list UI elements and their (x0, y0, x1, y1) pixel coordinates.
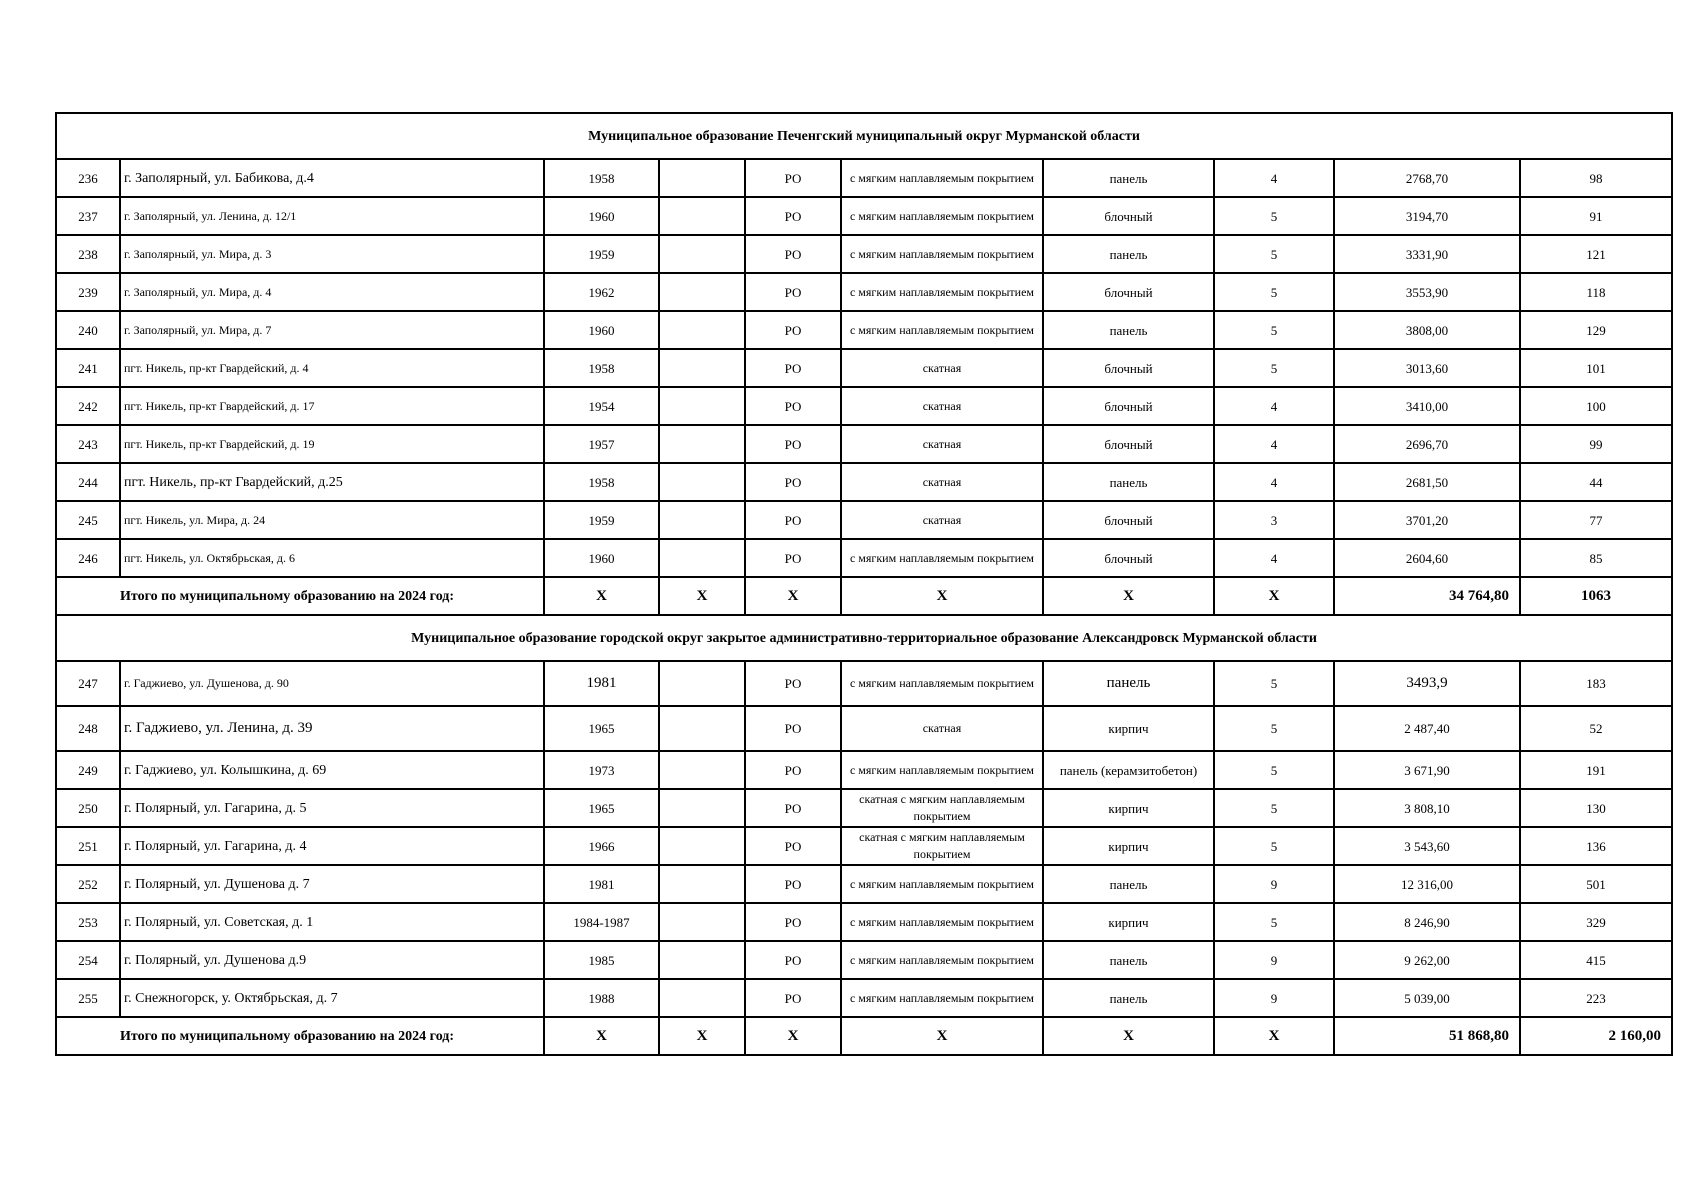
wall-material: панель (1043, 311, 1214, 349)
construction-year: 1959 (544, 501, 659, 539)
house-address: г. Полярный, ул. Душенова д.9 (120, 941, 544, 979)
fund-type: РО (745, 789, 841, 827)
extra-year (659, 235, 745, 273)
total-area: 3553,90 (1334, 273, 1520, 311)
residents-count: 100 (1520, 387, 1672, 425)
fund-type: РО (745, 539, 841, 577)
roof-type: с мягким наплавляемым покрытием (841, 903, 1043, 941)
extra-year (659, 197, 745, 235)
house-address: пгт. Никель, ул. Октябрьская, д. 6 (120, 539, 544, 577)
roof-type: с мягким наплавляемым покрытием (841, 539, 1043, 577)
floor-count: 5 (1214, 751, 1334, 789)
wall-material: панель (керамзитобетон) (1043, 751, 1214, 789)
extra-year (659, 941, 745, 979)
total-area: 2696,70 (1334, 425, 1520, 463)
residents-count: 223 (1520, 979, 1672, 1017)
extra-year (659, 789, 745, 827)
wall-material: кирпич (1043, 706, 1214, 751)
floor-count: 5 (1214, 789, 1334, 827)
table-row (56, 463, 1672, 501)
table-row (56, 349, 1672, 387)
roof-type: скатная (841, 501, 1043, 539)
wall-material: панель (1043, 941, 1214, 979)
fund-type: РО (745, 273, 841, 311)
house-address: г. Гаджиево, ул. Колышкина, д. 69 (120, 751, 544, 789)
table-row (56, 941, 1672, 979)
house-address: г. Полярный, ул. Гагарина, д. 4 (120, 827, 544, 865)
table-row (56, 827, 1672, 865)
fund-type: РО (745, 827, 841, 865)
wall-material: блочный (1043, 349, 1214, 387)
wall-material: блочный (1043, 425, 1214, 463)
extra-year (659, 865, 745, 903)
construction-year: 1962 (544, 273, 659, 311)
total-area: 3 671,90 (1334, 751, 1520, 789)
wall-material: панель (1043, 865, 1214, 903)
row-number: 241 (56, 349, 120, 387)
total-x-mark: X (745, 577, 841, 615)
row-number: 251 (56, 827, 120, 865)
house-address: г. Заполярный, ул. Мира, д. 4 (120, 273, 544, 311)
construction-year: 1988 (544, 979, 659, 1017)
house-address: г. Полярный, ул. Душенова д. 7 (120, 865, 544, 903)
house-address: г. Полярный, ул. Гагарина, д. 5 (120, 789, 544, 827)
wall-material: кирпич (1043, 789, 1214, 827)
residents-count: 129 (1520, 311, 1672, 349)
extra-year (659, 159, 745, 197)
fund-type: РО (745, 311, 841, 349)
floor-count: 4 (1214, 539, 1334, 577)
floor-count: 5 (1214, 235, 1334, 273)
construction-year: 1965 (544, 789, 659, 827)
row-number: 248 (56, 706, 120, 751)
extra-year (659, 751, 745, 789)
total-x-mark: X (659, 577, 745, 615)
roof-type: с мягким наплавляемым покрытием (841, 751, 1043, 789)
residents-count: 130 (1520, 789, 1672, 827)
total-area: 3 543,60 (1334, 827, 1520, 865)
floor-count: 5 (1214, 273, 1334, 311)
total-x-mark: X (841, 577, 1043, 615)
total-area: 12 316,00 (1334, 865, 1520, 903)
construction-year: 1985 (544, 941, 659, 979)
residents-count: 99 (1520, 425, 1672, 463)
house-address: г. Полярный, ул. Советская, д. 1 (120, 903, 544, 941)
residents-count: 501 (1520, 865, 1672, 903)
total-area: 3013,60 (1334, 349, 1520, 387)
house-address: г. Гаджиево, ул. Душенова, д. 90 (120, 661, 544, 706)
floor-count: 3 (1214, 501, 1334, 539)
residents-count: 98 (1520, 159, 1672, 197)
row-number: 253 (56, 903, 120, 941)
extra-year (659, 273, 745, 311)
total-label: Итого по муниципальному образованию на 2024 год: (56, 1017, 544, 1055)
fund-type: РО (745, 387, 841, 425)
floor-count: 9 (1214, 941, 1334, 979)
floor-count: 5 (1214, 661, 1334, 706)
floor-count: 9 (1214, 979, 1334, 1017)
house-address: г. Заполярный, ул. Мира, д. 7 (120, 311, 544, 349)
roof-type: с мягким наплавляемым покрытием (841, 197, 1043, 235)
table-row (56, 789, 1672, 827)
total-x-mark: X (1043, 1017, 1214, 1055)
total-area: 3493,9 (1334, 661, 1520, 706)
houses-register-table (55, 112, 1673, 1056)
extra-year (659, 311, 745, 349)
row-number: 242 (56, 387, 120, 425)
fund-type: РО (745, 197, 841, 235)
row-number: 238 (56, 235, 120, 273)
total-area: 2681,50 (1334, 463, 1520, 501)
construction-year: 1965 (544, 706, 659, 751)
construction-year: 1960 (544, 539, 659, 577)
total-label: Итого по муниципальному образованию на 2024 год: (56, 577, 544, 615)
total-area: 2768,70 (1334, 159, 1520, 197)
construction-year: 1973 (544, 751, 659, 789)
roof-type: с мягким наплавляемым покрытием (841, 865, 1043, 903)
construction-year: 1958 (544, 159, 659, 197)
table-row (56, 751, 1672, 789)
floor-count: 5 (1214, 827, 1334, 865)
wall-material: панель (1043, 463, 1214, 501)
row-number: 236 (56, 159, 120, 197)
total-x-mark: X (745, 1017, 841, 1055)
residents-count: 77 (1520, 501, 1672, 539)
table-row (56, 235, 1672, 273)
total-area: 51 868,80 (1334, 1017, 1520, 1055)
row-number: 246 (56, 539, 120, 577)
residents-count: 136 (1520, 827, 1672, 865)
house-address: пгт. Никель, ул. Мира, д. 24 (120, 501, 544, 539)
table-row (56, 425, 1672, 463)
fund-type: РО (745, 865, 841, 903)
roof-type: скатная (841, 349, 1043, 387)
fund-type: РО (745, 235, 841, 273)
document-sheet (55, 112, 1673, 1056)
house-address: г. Заполярный, ул. Ленина, д. 12/1 (120, 197, 544, 235)
wall-material: панель (1043, 979, 1214, 1017)
total-area: 2604,60 (1334, 539, 1520, 577)
fund-type: РО (745, 941, 841, 979)
roof-type: скатная с мягким наплавляемым покрытием (841, 827, 1043, 865)
row-number: 239 (56, 273, 120, 311)
construction-year: 1981 (544, 865, 659, 903)
residents-count: 101 (1520, 349, 1672, 387)
wall-material: блочный (1043, 539, 1214, 577)
floor-count: 9 (1214, 865, 1334, 903)
fund-type: РО (745, 751, 841, 789)
roof-type: скатная (841, 425, 1043, 463)
total-x-mark: X (659, 1017, 745, 1055)
roof-type: с мягким наплавляемым покрытием (841, 235, 1043, 273)
section-header-row (56, 615, 1672, 661)
residents-count: 121 (1520, 235, 1672, 273)
construction-year: 1966 (544, 827, 659, 865)
residents-count: 85 (1520, 539, 1672, 577)
fund-type: РО (745, 349, 841, 387)
wall-material: панель (1043, 159, 1214, 197)
total-x-mark: X (1214, 577, 1334, 615)
fund-type: РО (745, 903, 841, 941)
fund-type: РО (745, 706, 841, 751)
row-number: 240 (56, 311, 120, 349)
row-number: 243 (56, 425, 120, 463)
extra-year (659, 387, 745, 425)
roof-type: скатная (841, 463, 1043, 501)
wall-material: блочный (1043, 501, 1214, 539)
total-row (56, 1017, 1672, 1055)
residents-count: 52 (1520, 706, 1672, 751)
table-row (56, 903, 1672, 941)
construction-year: 1959 (544, 235, 659, 273)
total-area: 3331,90 (1334, 235, 1520, 273)
house-address: пгт. Никель, пр-кт Гвардейский, д. 19 (120, 425, 544, 463)
wall-material: кирпич (1043, 827, 1214, 865)
residents-count: 183 (1520, 661, 1672, 706)
construction-year: 1984-1987 (544, 903, 659, 941)
table-row (56, 706, 1672, 751)
table-row (56, 197, 1672, 235)
row-number: 255 (56, 979, 120, 1017)
section-header-row (56, 113, 1672, 159)
extra-year (659, 349, 745, 387)
total-area: 34 764,80 (1334, 577, 1520, 615)
total-area: 3 808,10 (1334, 789, 1520, 827)
row-number: 244 (56, 463, 120, 501)
total-x-mark: X (1043, 577, 1214, 615)
roof-type: скатная (841, 387, 1043, 425)
total-area: 8 246,90 (1334, 903, 1520, 941)
house-address: пгт. Никель, пр-кт Гвардейский, д. 4 (120, 349, 544, 387)
extra-year (659, 661, 745, 706)
extra-year (659, 827, 745, 865)
roof-type: с мягким наплавляемым покрытием (841, 979, 1043, 1017)
total-row (56, 577, 1672, 615)
extra-year (659, 425, 745, 463)
roof-type: с мягким наплавляемым покрытием (841, 311, 1043, 349)
fund-type: РО (745, 501, 841, 539)
total-area: 3808,00 (1334, 311, 1520, 349)
construction-year: 1958 (544, 349, 659, 387)
row-number: 252 (56, 865, 120, 903)
total-x-mark: X (1214, 1017, 1334, 1055)
residents-count: 118 (1520, 273, 1672, 311)
table-row (56, 273, 1672, 311)
total-area: 2 487,40 (1334, 706, 1520, 751)
roof-type: с мягким наплавляемым покрытием (841, 941, 1043, 979)
total-residents: 1063 (1520, 577, 1672, 615)
roof-type: с мягким наплавляемым покрытием (841, 159, 1043, 197)
extra-year (659, 501, 745, 539)
wall-material: панель (1043, 661, 1214, 706)
total-x-mark: X (544, 1017, 659, 1055)
construction-year: 1958 (544, 463, 659, 501)
row-number: 247 (56, 661, 120, 706)
table-row (56, 865, 1672, 903)
roof-type: скатная (841, 706, 1043, 751)
table-row (56, 661, 1672, 706)
table-row (56, 539, 1672, 577)
construction-year: 1981 (544, 661, 659, 706)
floor-count: 5 (1214, 903, 1334, 941)
extra-year (659, 539, 745, 577)
total-x-mark: X (544, 577, 659, 615)
extra-year (659, 463, 745, 501)
house-address: г. Гаджиево, ул. Ленина, д. 39 (120, 706, 544, 751)
residents-count: 329 (1520, 903, 1672, 941)
residents-count: 191 (1520, 751, 1672, 789)
section-title: Муниципальное образование Печенгский муниципальный округ Мурманской области (56, 113, 1672, 159)
floor-count: 5 (1214, 197, 1334, 235)
construction-year: 1960 (544, 311, 659, 349)
table-row (56, 159, 1672, 197)
table-body (56, 113, 1672, 1055)
wall-material: панель (1043, 235, 1214, 273)
house-address: пгт. Никель, пр-кт Гвардейский, д. 17 (120, 387, 544, 425)
row-number: 254 (56, 941, 120, 979)
total-x-mark: X (841, 1017, 1043, 1055)
roof-type: скатная с мягким наплавляемым покрытием (841, 789, 1043, 827)
table-row (56, 311, 1672, 349)
floor-count: 5 (1214, 706, 1334, 751)
fund-type: РО (745, 979, 841, 1017)
fund-type: РО (745, 661, 841, 706)
section-title: Муниципальное образование городской округ закрытое административно-территориальное образование Александровск Мурманской области (56, 615, 1672, 661)
floor-count: 4 (1214, 159, 1334, 197)
total-residents: 2 160,00 (1520, 1017, 1672, 1055)
floor-count: 5 (1214, 349, 1334, 387)
residents-count: 415 (1520, 941, 1672, 979)
row-number: 249 (56, 751, 120, 789)
total-area: 3410,00 (1334, 387, 1520, 425)
construction-year: 1954 (544, 387, 659, 425)
residents-count: 91 (1520, 197, 1672, 235)
table-row (56, 979, 1672, 1017)
floor-count: 4 (1214, 425, 1334, 463)
roof-type: с мягким наплавляемым покрытием (841, 661, 1043, 706)
table-row (56, 501, 1672, 539)
total-area: 3701,20 (1334, 501, 1520, 539)
table-row (56, 387, 1672, 425)
wall-material: блочный (1043, 387, 1214, 425)
construction-year: 1957 (544, 425, 659, 463)
total-area: 9 262,00 (1334, 941, 1520, 979)
fund-type: РО (745, 463, 841, 501)
wall-material: блочный (1043, 273, 1214, 311)
house-address: г. Снежногорск, у. Октябрьская, д. 7 (120, 979, 544, 1017)
house-address: пгт. Никель, пр-кт Гвардейский, д.25 (120, 463, 544, 501)
row-number: 245 (56, 501, 120, 539)
total-area: 3194,70 (1334, 197, 1520, 235)
floor-count: 5 (1214, 311, 1334, 349)
extra-year (659, 979, 745, 1017)
fund-type: РО (745, 159, 841, 197)
floor-count: 4 (1214, 463, 1334, 501)
fund-type: РО (745, 425, 841, 463)
extra-year (659, 706, 745, 751)
extra-year (659, 903, 745, 941)
row-number: 237 (56, 197, 120, 235)
house-address: г. Заполярный, ул. Мира, д. 3 (120, 235, 544, 273)
residents-count: 44 (1520, 463, 1672, 501)
floor-count: 4 (1214, 387, 1334, 425)
roof-type: с мягким наплавляемым покрытием (841, 273, 1043, 311)
row-number: 250 (56, 789, 120, 827)
total-area: 5 039,00 (1334, 979, 1520, 1017)
house-address: г. Заполярный, ул. Бабикова, д.4 (120, 159, 544, 197)
construction-year: 1960 (544, 197, 659, 235)
wall-material: кирпич (1043, 903, 1214, 941)
wall-material: блочный (1043, 197, 1214, 235)
